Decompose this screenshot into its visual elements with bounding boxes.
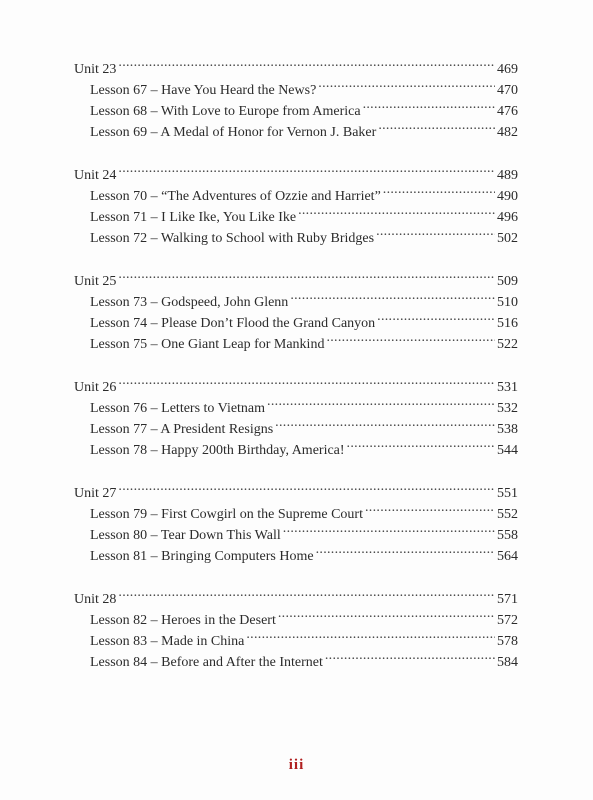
entry-page-number: 584 [497, 655, 518, 670]
toc-entry-unit [74, 370, 518, 395]
entry-page-number: 531 [497, 380, 518, 395]
dot-leader [377, 306, 495, 327]
entry-page-number: 496 [497, 210, 518, 225]
unit-block [74, 52, 518, 140]
entry-title: Unit 28 [74, 592, 117, 607]
entry-title: Lesson 78 – Happy 200th Birthday, America! [90, 443, 345, 458]
dot-leader [118, 582, 495, 603]
dot-leader [326, 327, 495, 348]
entry-page-number: 558 [497, 528, 518, 543]
dot-leader [118, 52, 495, 73]
dot-leader [325, 645, 495, 666]
entry-page-number: 470 [497, 83, 518, 98]
entry-page-number: 516 [497, 316, 518, 331]
entry-title: Lesson 81 – Bringing Computers Home [90, 549, 314, 564]
dot-leader [363, 94, 495, 115]
toc-entry-unit [74, 264, 518, 289]
entry-page-number: 510 [497, 295, 518, 310]
entry-page-number: 551 [497, 486, 518, 501]
dot-leader [118, 158, 495, 179]
toc-entry-lesson [74, 73, 518, 98]
dot-leader [246, 624, 495, 645]
entry-title: Lesson 76 – Letters to Vietnam [90, 401, 266, 416]
dot-leader [347, 433, 495, 454]
page-folio: iii [288, 757, 305, 773]
table-of-contents [74, 52, 518, 688]
dot-leader [118, 264, 495, 285]
entry-title: Unit 27 [74, 486, 117, 501]
entry-page-number: 509 [497, 274, 518, 289]
unit-block [74, 476, 518, 564]
dot-leader [290, 285, 495, 306]
entry-page-number: 564 [497, 549, 518, 564]
entry-title: Lesson 77 – A President Resigns [90, 422, 274, 437]
entry-page-number: 502 [497, 231, 518, 246]
unit-block [74, 582, 518, 670]
entry-title: Lesson 73 – Godspeed, John Glenn [90, 295, 289, 310]
entry-page-number: 482 [497, 125, 518, 140]
entry-page-number: 544 [497, 443, 518, 458]
unit-block [74, 370, 518, 458]
entry-title: Lesson 82 – Heroes in the Desert [90, 613, 276, 628]
entry-title: Lesson 83 – Made in China [90, 634, 245, 649]
toc-entry-lesson [74, 603, 518, 628]
toc-entry-unit [74, 476, 518, 501]
unit-block [74, 158, 518, 246]
dot-leader [318, 73, 495, 94]
entry-title: Lesson 72 – Walking to School with Ruby Bridges [90, 231, 375, 246]
dot-leader [278, 603, 495, 624]
entry-page-number: 489 [497, 168, 518, 183]
entry-title: Lesson 67 – Have You Heard the News? [90, 83, 317, 98]
entry-title: Unit 23 [74, 62, 117, 77]
dot-leader [275, 412, 495, 433]
entry-title: Lesson 74 – Please Don’t Flood the Grand Canyon [90, 316, 376, 331]
dot-leader [118, 370, 495, 391]
toc-entry-unit [74, 582, 518, 607]
toc-entry-unit [74, 52, 518, 77]
toc-entry-lesson [74, 391, 518, 416]
entry-page-number: 571 [497, 592, 518, 607]
dot-leader [365, 497, 495, 518]
unit-block [74, 264, 518, 352]
entry-page-number: 552 [497, 507, 518, 522]
dot-leader [316, 539, 495, 560]
entry-title: Unit 25 [74, 274, 117, 289]
toc-entry-lesson [74, 285, 518, 310]
entry-page-number: 469 [497, 62, 518, 77]
dot-leader [383, 179, 495, 200]
entry-title: Unit 24 [74, 168, 117, 183]
dot-leader [378, 115, 495, 136]
toc-entry-unit [74, 158, 518, 183]
entry-page-number: 522 [497, 337, 518, 352]
entry-page-number: 490 [497, 189, 518, 204]
dot-leader [267, 391, 495, 412]
entry-page-number: 578 [497, 634, 518, 649]
entry-page-number: 476 [497, 104, 518, 119]
entry-page-number: 532 [497, 401, 518, 416]
entry-title: Lesson 84 – Before and After the Internet [90, 655, 323, 670]
dot-leader [283, 518, 495, 539]
toc-entry-lesson [74, 497, 518, 522]
entry-title: Lesson 79 – First Cowgirl on the Supreme Court [90, 507, 363, 522]
entry-title: Lesson 69 – A Medal of Honor for Vernon J. Baker [90, 125, 377, 140]
toc-entry-lesson [74, 179, 518, 204]
entry-page-number: 572 [497, 613, 518, 628]
entry-title: Lesson 68 – With Love to Europe from America [90, 104, 361, 119]
entry-title: Unit 26 [74, 380, 117, 395]
entry-title: Lesson 71 – I Like Ike, You Like Ike [90, 210, 297, 225]
dot-leader [298, 200, 495, 221]
dot-leader [118, 476, 495, 497]
entry-title: Lesson 75 – One Giant Leap for Mankind [90, 337, 325, 352]
entry-title: Lesson 80 – Tear Down This Wall [90, 528, 281, 543]
entry-title: Lesson 70 – “The Adventures of Ozzie and Harriet” [90, 189, 381, 204]
dot-leader [376, 221, 495, 242]
entry-page-number: 538 [497, 422, 518, 437]
